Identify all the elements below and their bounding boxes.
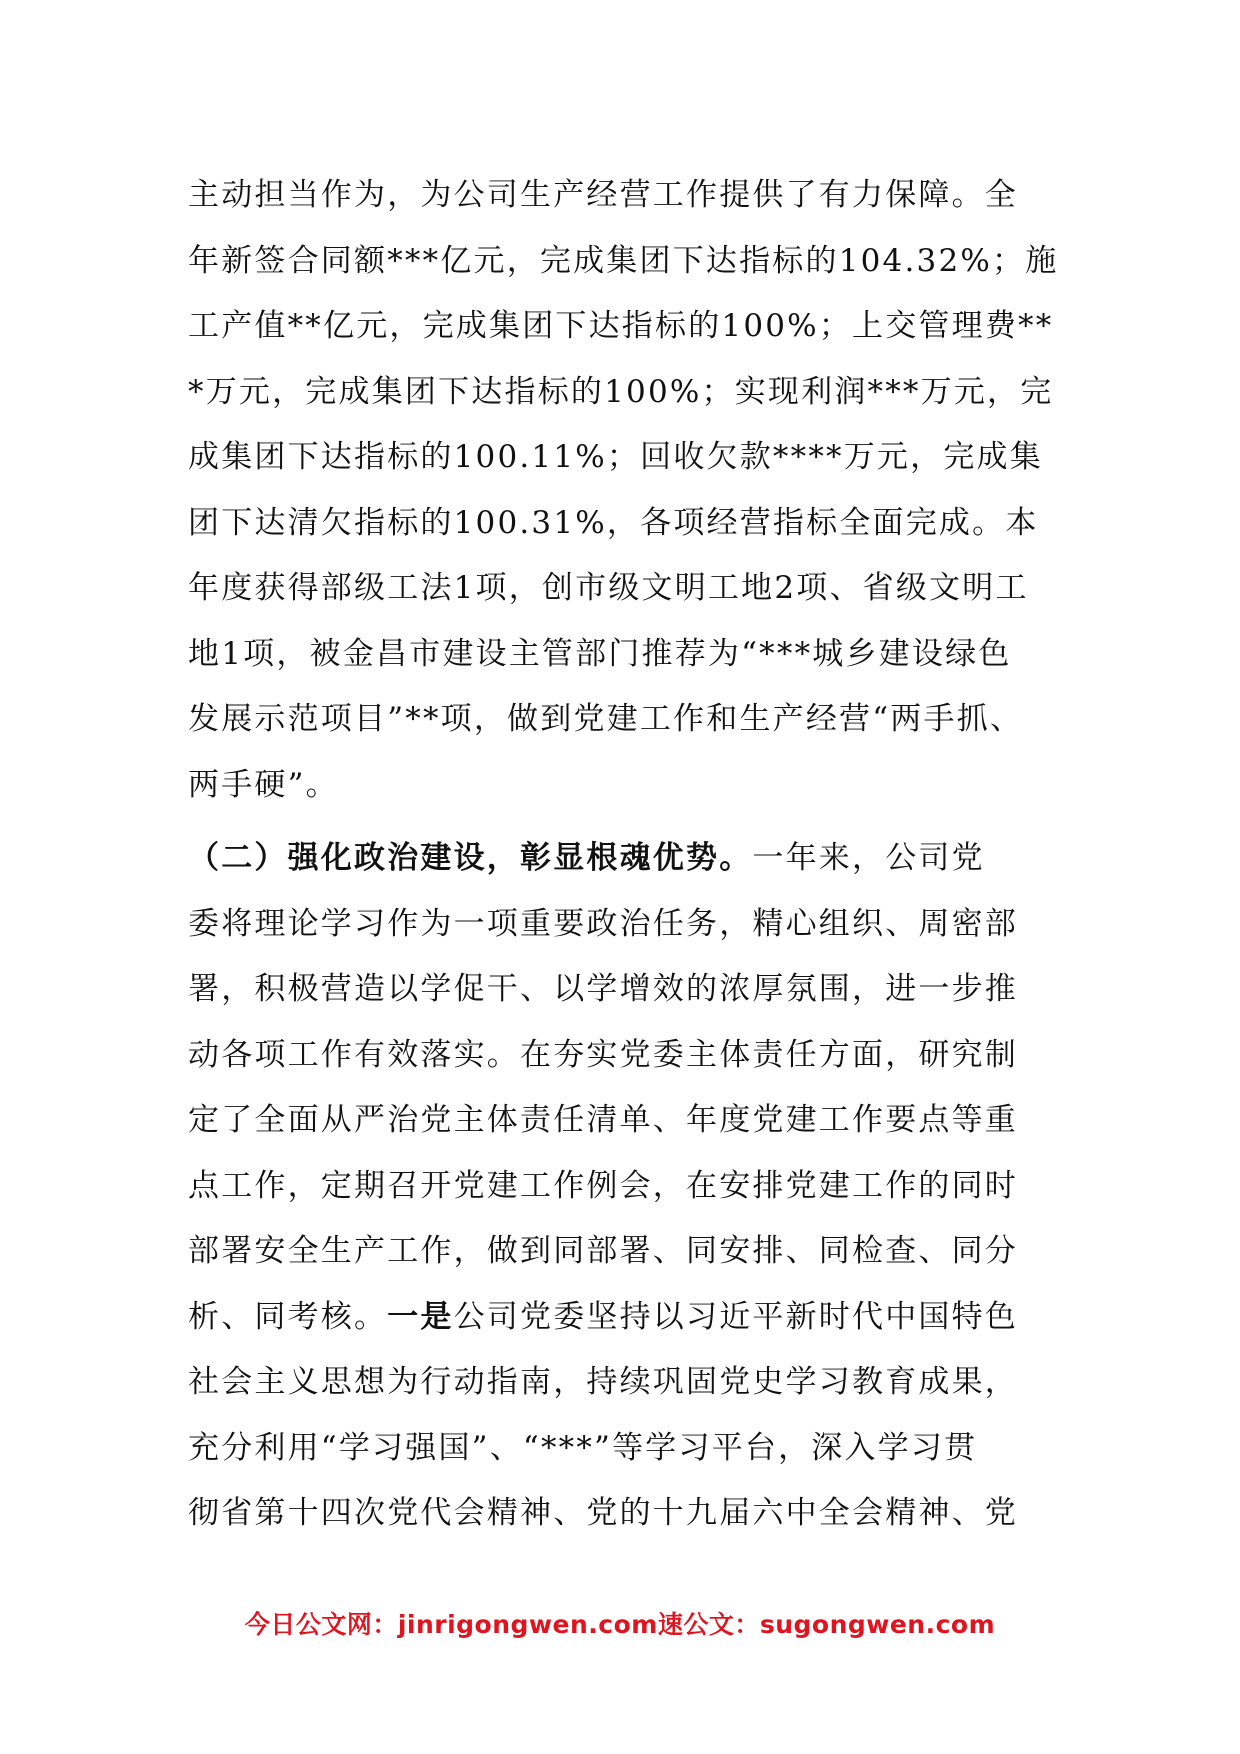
text-line: 主动担当作为，为公司生产经营工作提供了有力保障。全 — [188, 177, 1018, 213]
text-line: 团下达清欠指标的100.31%，各项经营指标全面完成。本 — [188, 504, 1039, 541]
text-line: 动各项工作有效落实。在夯实党委主体责任方面，研究制 — [188, 1036, 1018, 1073]
text-line: 部署安全生产工作，做到同部署、同安排、同检查、同分 — [188, 1233, 1018, 1269]
text-line: *万元，完成集团下达指标的100%；实现利润***万元，完 — [188, 373, 1054, 410]
paragraph-1 — [188, 163, 1059, 818]
text-span: 析、同考核。 — [188, 1298, 388, 1335]
text-line: 定了全面从严治党主体责任清单、年度党建工作要点等重 — [188, 1102, 1018, 1138]
text-line: 成集团下达指标的100.11%；回收欠款****万元，完成集 — [188, 439, 1043, 475]
text-line: 委将理论学习作为一项重要政治任务，精心组织、周密部 — [188, 905, 1018, 942]
paragraph-2 — [188, 826, 1052, 1547]
text-span: 一年来，公司党 — [752, 840, 985, 876]
section-heading: （二）强化政治建设，彰显根魂优势。 — [188, 840, 753, 876]
bold-marker: 一是 — [387, 1298, 454, 1335]
text-line — [188, 1285, 1052, 1351]
text-line: 署，积极营造以学促干、以学增效的浓厚氛围，进一步推 — [188, 971, 1018, 1007]
text-line: 年新签合同额***亿元，完成集团下达指标的104.32%；施 — [188, 242, 1059, 279]
text-line: 年度获得部级工法1项，创市级文明工地2项、省级文明工 — [188, 570, 1029, 606]
text-line: 发展示范项目”**项，做到党建工作和生产经营“两手抓、 — [188, 701, 1024, 737]
footer-text: 今日公文网：jinrigongwen.com速公文：sugongwen.com — [244, 1610, 996, 1639]
text-line: 两手硬”。 — [188, 766, 339, 803]
text-line: 社会主义思想为行动指南，持续巩固党史学习教育成果， — [188, 1364, 1018, 1400]
text-line: 工产值**亿元，完成集团下达指标的100%；上交管理费** — [188, 308, 1054, 344]
footer-watermark — [0, 1605, 1240, 1641]
text-line: 地1项，被金昌市建设主管部门推荐为“***城乡建设绿色 — [188, 635, 1012, 672]
text-line: 充分利用“学习强国”、“***”等学习平台，深入学习贯 — [188, 1429, 978, 1466]
text-line: 彻省第十四次党代会精神、党的十九届六中全会精神、党 — [188, 1495, 1018, 1531]
document-body — [188, 163, 1059, 1547]
text-line — [188, 826, 1052, 892]
text-span: 公司党委坚持以习近平新时代中国特色 — [453, 1298, 1019, 1335]
text-line: 点工作，定期召开党建工作例会，在安排党建工作的同时 — [188, 1167, 1018, 1204]
